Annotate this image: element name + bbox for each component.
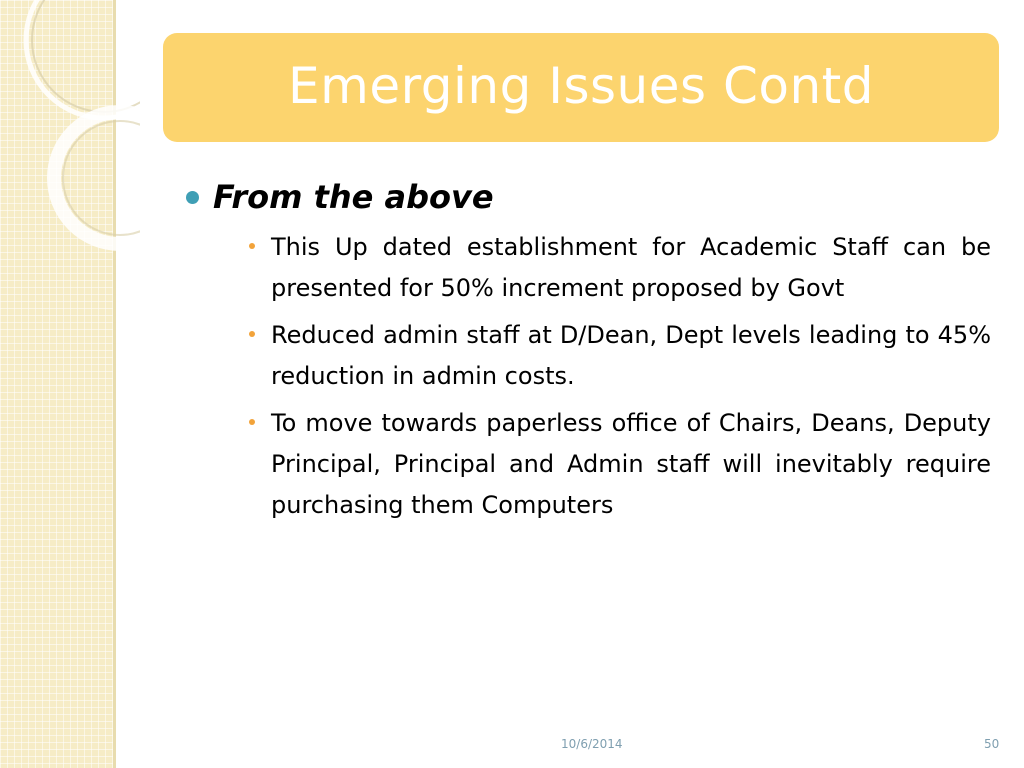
sub-bullet-list [186,227,996,526]
sub-bullet-text: Reduced admin staff at D/Dean, Dept levels leading to 45% reduction in admin costs. [271,321,991,390]
sub-bullet-dot-icon [249,419,255,425]
footer-date: 10/6/2014 [561,737,623,751]
sub-bullet-item [246,227,991,309]
sub-bullet-item [246,403,991,526]
sub-bullet-item [246,315,991,397]
sub-bullet-text: To move towards paperless office of Chairs, Deans, Deputy Principal, Principal and Admin staff will inevitably require purchasing them Computers [271,409,991,519]
bullet-dot-icon [186,191,199,204]
decorative-circles-icon [0,0,140,300]
main-bullet-text: From the above [213,178,494,216]
slide-title: Emerging Issues Contd [288,56,874,115]
sub-bullet-dot-icon [249,243,255,249]
main-bullet [186,175,996,219]
title-banner [163,33,999,142]
slide-content [186,175,996,532]
footer-page-number: 50 [984,737,1000,751]
sub-bullet-dot-icon [249,331,255,337]
sub-bullet-text: This Up dated establishment for Academic Staff can be presented for 50% increment proposed by Govt [271,233,991,302]
